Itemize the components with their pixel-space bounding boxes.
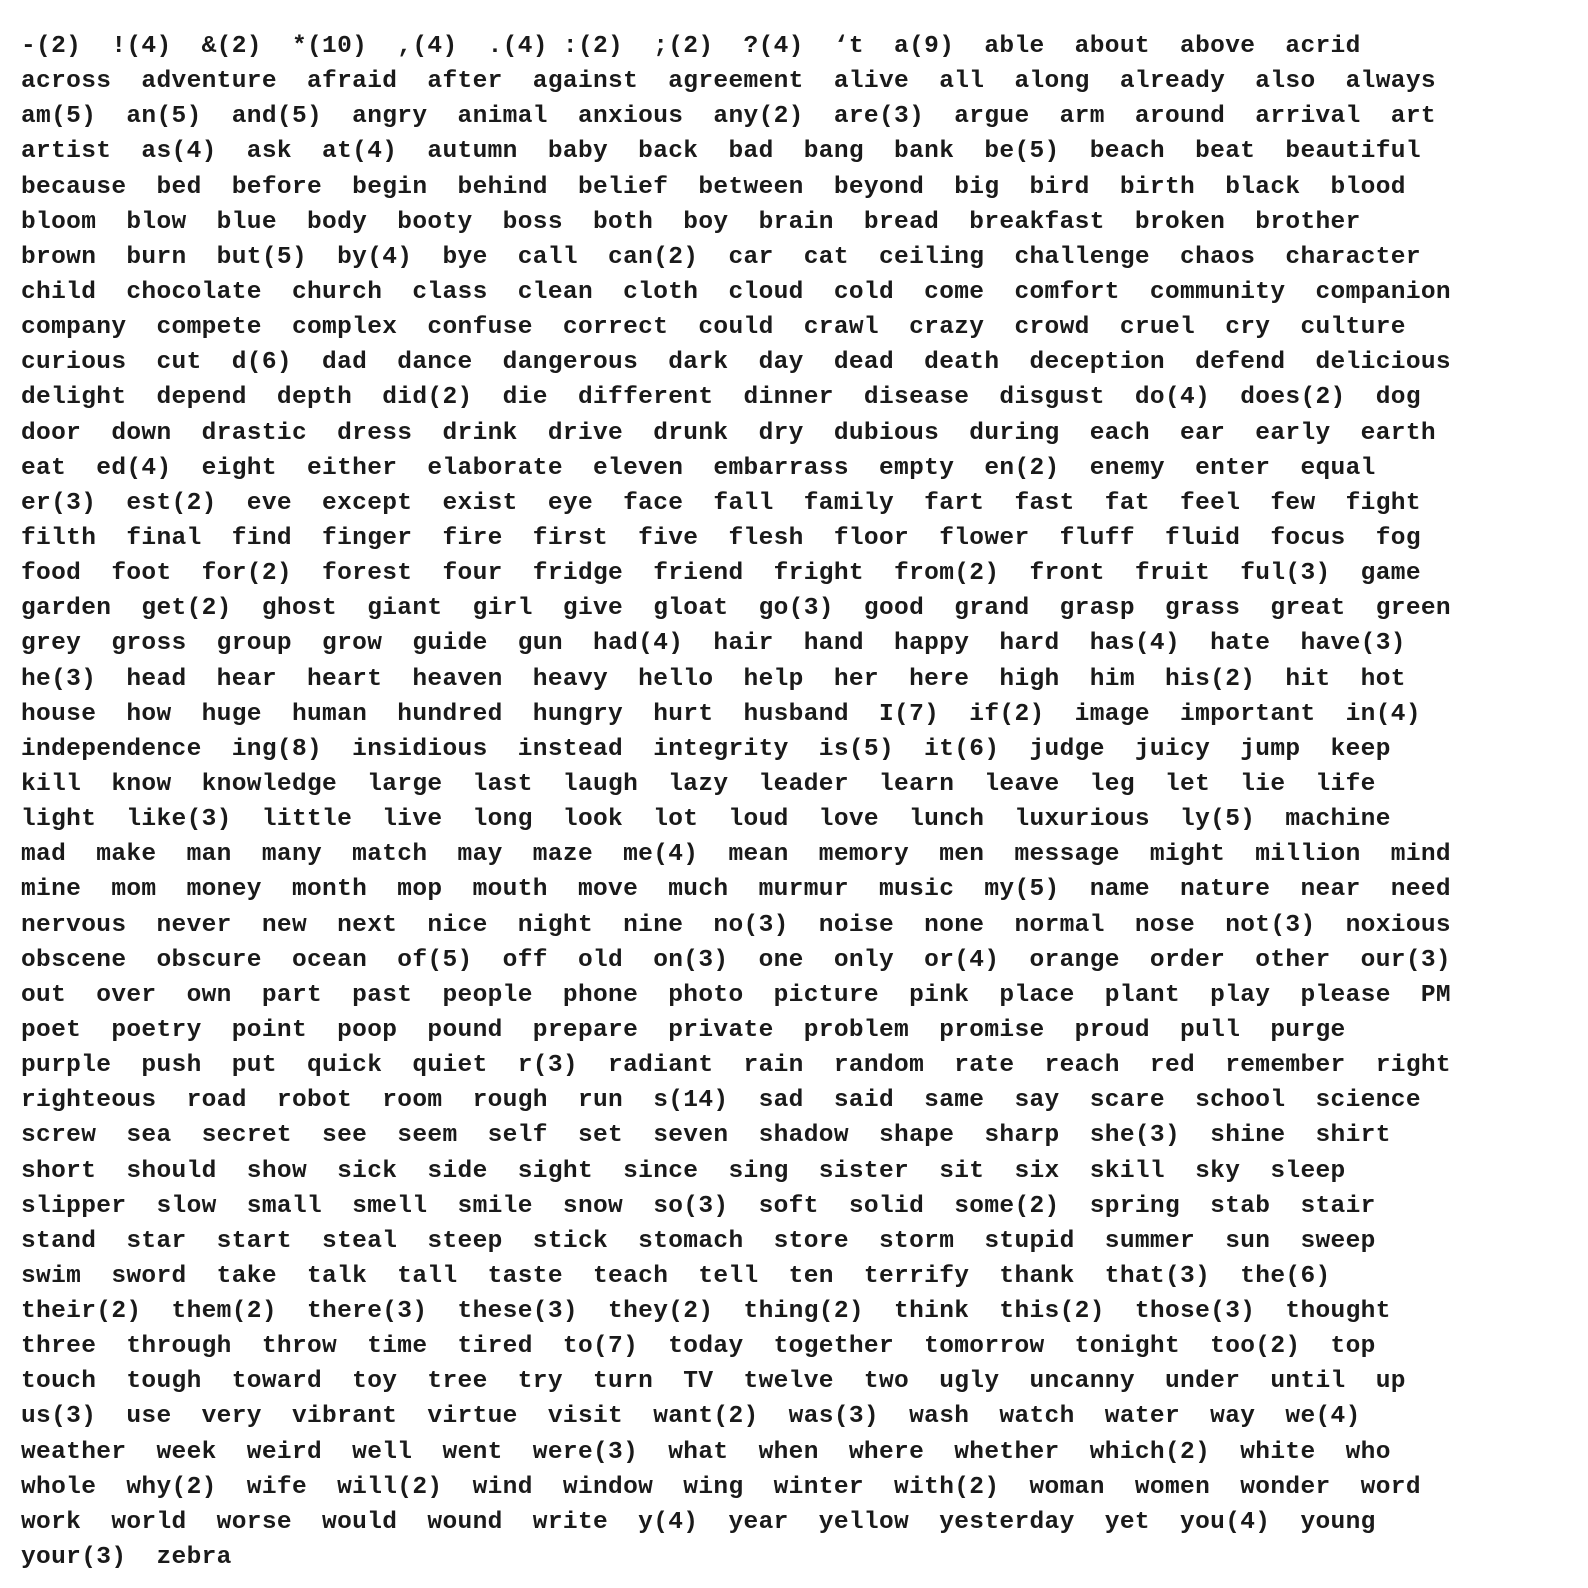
word-line: purple push put quick quiet r(3) radiant rain random rate reach red remember right: [21, 1052, 1451, 1080]
word-line: artist as(4) ask at(4) autumn baby back bad bang bank be(5) beach beat beautiful: [21, 138, 1421, 166]
word-line: short should show sick side sight since sing sister sit six skill sky sleep: [21, 1157, 1346, 1185]
word-line: poet poetry point poop pound prepare private problem promise proud pull purge: [21, 1016, 1346, 1044]
word-line: their(2) them(2) there(3) these(3) they(2) thing(2) think this(2) those(3) thought: [21, 1298, 1391, 1326]
word-line: across adventure afraid after against agreement alive all along already also always: [21, 68, 1436, 96]
word-line: food foot for(2) forest four fridge friend fright from(2) front fruit ful(3) game: [21, 560, 1421, 588]
word-line: child chocolate church class clean cloth cloud cold come comfort community companion: [21, 278, 1451, 306]
word-line: -(2) !(4) &(2) *(10) ,(4) .(4) :(2) ;(2) ?(4) ‘t a(9) able about above acrid: [21, 33, 1361, 60]
word-line: swim sword take talk tall taste teach tell ten terrify thank that(3) the(6): [21, 1262, 1331, 1290]
word-line: grey gross group grow guide gun had(4) hair hand happy hard has(4) hate have(3): [21, 630, 1406, 658]
word-line: company compete complex confuse correct could crawl crazy crowd cruel cry culture: [21, 314, 1406, 342]
word-line: independence ing(8) insidious instead integrity is(5) it(6) judge juicy jump keep: [21, 735, 1391, 763]
word-line: slipper slow small smell smile snow so(3) soft solid some(2) spring stab stair: [21, 1192, 1376, 1220]
word-line: kill know knowledge large last laugh lazy leader learn leave leg let lie life: [21, 770, 1376, 798]
word-line: garden get(2) ghost giant girl give gloat go(3) good grand grasp grass great green: [21, 595, 1451, 623]
word-line: righteous road robot room rough run s(14) sad said same say scare school science: [21, 1087, 1421, 1115]
word-line: weather week weird well went were(3) what when where whether which(2) white who: [21, 1438, 1391, 1466]
word-line: eat ed(4) eight either elaborate eleven embarrass empty en(2) enemy enter equal: [21, 454, 1376, 482]
word-line: touch tough toward toy tree try turn TV twelve two ugly uncanny under until up: [21, 1368, 1406, 1396]
word-line: out over own part past people phone photo picture pink place plant play please PM: [21, 981, 1451, 1009]
word-line: stand star start steal steep stick stomach store storm stupid summer sun sweep: [21, 1227, 1376, 1255]
word-line: obscene obscure ocean of(5) off old on(3) one only or(4) orange order other our(3): [21, 946, 1451, 974]
word-line: whole why(2) wife will(2) wind window wing winter with(2) woman women wonder word: [21, 1473, 1421, 1501]
word-line: work world worse would wound write y(4) year yellow yesterday yet you(4) young: [21, 1508, 1376, 1536]
word-line: delight depend depth did(2) die different dinner disease disgust do(4) does(2) dog: [21, 384, 1421, 412]
word-line: because bed before begin behind belief between beyond big bird birth black blood: [21, 173, 1406, 201]
word-line: light like(3) little live long look lot loud love lunch luxurious ly(5) machine: [21, 806, 1391, 834]
word-line: he(3) head hear heart heaven heavy hello help her here high him his(2) hit hot: [21, 665, 1406, 693]
word-line: your(3) zebra: [21, 1544, 232, 1572]
word-line: brown burn but(5) by(4) bye call can(2) car cat ceiling challenge chaos character: [21, 243, 1421, 271]
word-line: filth final find finger fire first five flesh floor flower fluff fluid focus fog: [21, 524, 1421, 552]
word-line: er(3) est(2) eve except exist eye face fall family fart fast fat feel few fight: [21, 489, 1421, 517]
word-line: door down drastic dress drink drive drunk dry dubious during each ear early earth: [21, 419, 1436, 447]
word-line: nervous never new next nice night nine no(3) noise none normal nose not(3) noxious: [21, 911, 1451, 939]
word-line: screw sea secret see seem self set seven shadow shape sharp she(3) shine shirt: [21, 1122, 1391, 1150]
word-line: mad make man many match may maze me(4) mean memory men message might million mind: [21, 841, 1451, 869]
word-line: mine mom money month mop mouth move much murmur music my(5) name nature near need: [21, 876, 1451, 904]
word-line: three through throw time tired to(7) today together tomorrow tonight too(2) top: [21, 1333, 1376, 1361]
word-line: am(5) an(5) and(5) angry animal anxious any(2) are(3) argue arm around arrival art: [21, 103, 1436, 131]
word-line: bloom blow blue body booty boss both boy brain bread breakfast broken brother: [21, 208, 1361, 236]
word-line: house how huge human hundred hungry hurt husband I(7) if(2) image important in(4): [21, 700, 1421, 728]
word-line: curious cut d(6) dad dance dangerous dark day dead death deception defend delicious: [21, 349, 1451, 377]
word-line: us(3) use very vibrant virtue visit want(2) was(3) wash watch water way we(4): [21, 1403, 1361, 1431]
